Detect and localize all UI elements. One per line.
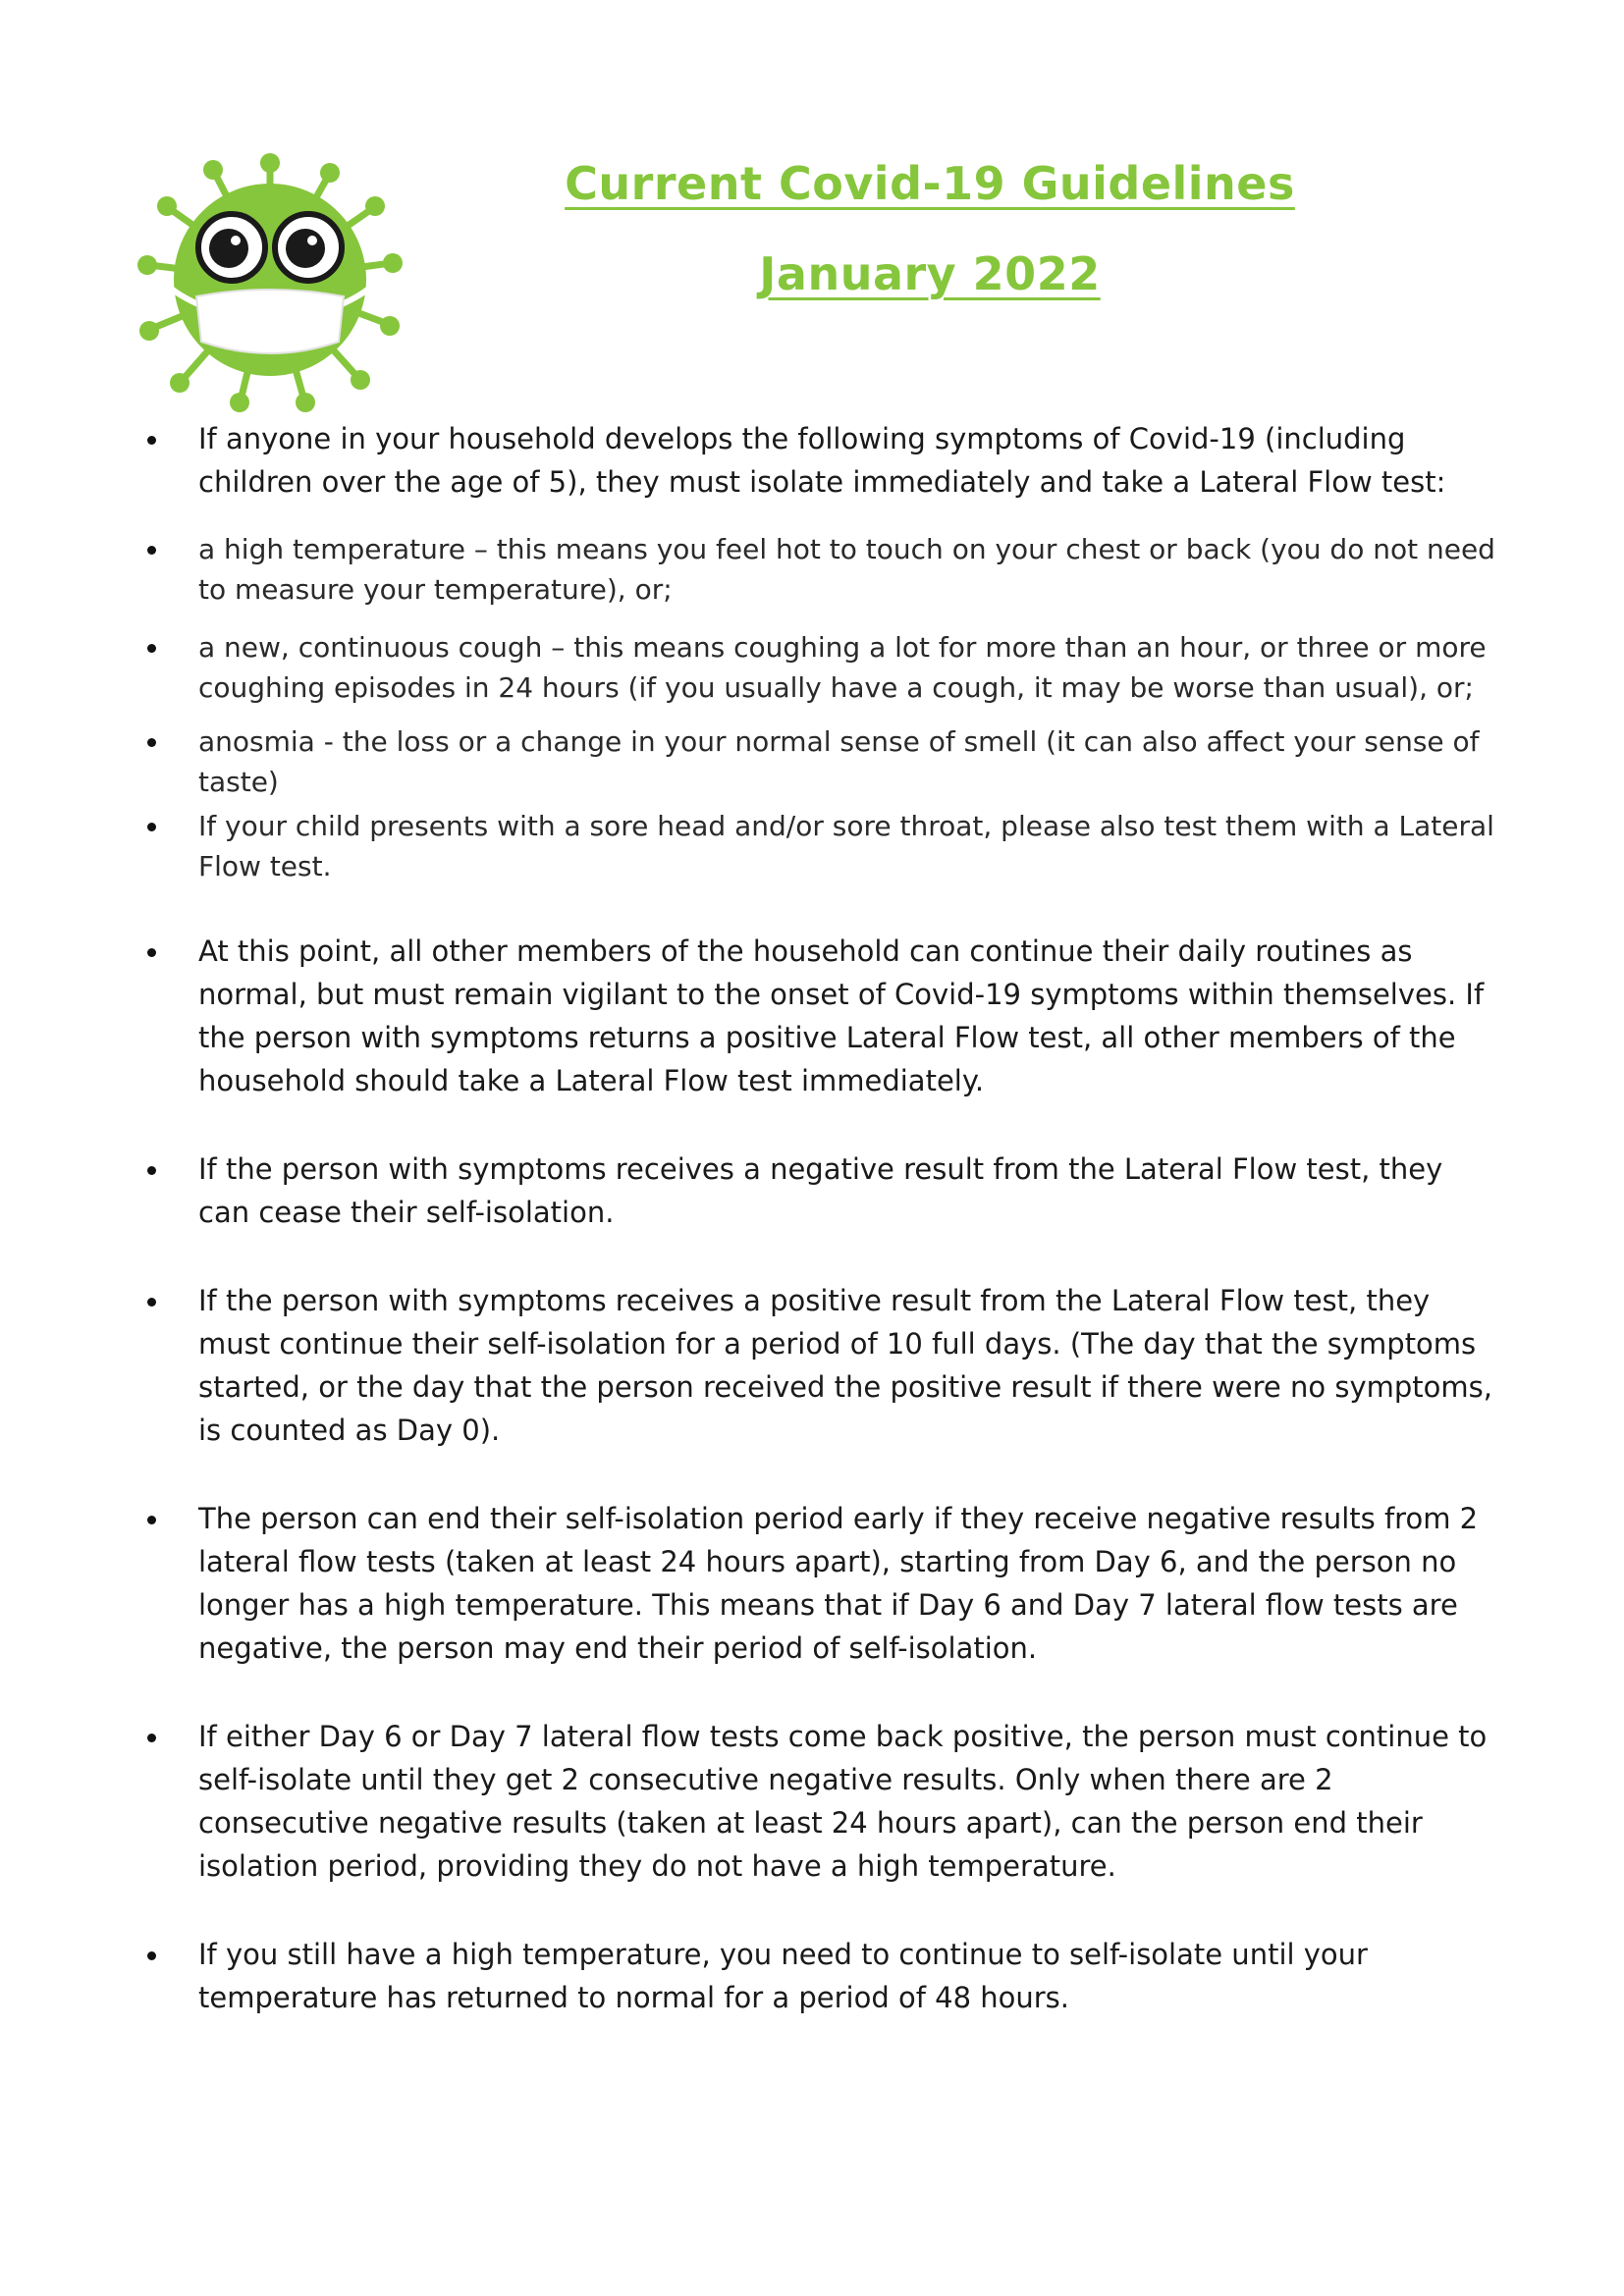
- list-item: [147, 417, 1502, 504]
- bullet-icon: [147, 1166, 156, 1175]
- list-item-text: At this point, all other members of the household can continue their daily routines as normal, but must remain vigilant to the onset of Covid-19 symptoms within themselves. If the person with symptoms returns a positive Lateral Flow test, all other members of the household should take a Lateral Flow test immediately.: [198, 934, 1485, 1097]
- bullet-icon: [147, 1516, 156, 1524]
- document-date: January 2022: [759, 247, 1101, 300]
- list-item-text: The person can end their self-isolation period early if they receive negative results from 2 lateral flow tests (taken at least 24 hours apart), starting from Day 6, and the person no longer has a high temperature. This means that if Day 6 and Day 7 lateral flow tests are negative, the person may end their period of self-isolation.: [198, 1502, 1479, 1665]
- list-item: [147, 1148, 1502, 1234]
- list-item-text: a high temperature – this means you feel hot to touch on your chest or back (you do not need to measure your temperature), or;: [198, 533, 1495, 606]
- bullet-icon: [147, 644, 156, 653]
- document-title: Current Covid-19 Guidelines: [565, 157, 1295, 210]
- list-item: [147, 1279, 1502, 1452]
- bullet-icon: [147, 1298, 156, 1307]
- bullet-icon: [147, 823, 156, 831]
- list-item: [147, 627, 1502, 708]
- list-item: [147, 529, 1502, 610]
- list-item: [147, 806, 1502, 886]
- bullet-icon: [147, 1951, 156, 1960]
- list-item: [147, 721, 1502, 802]
- list-item-text: a new, continuous cough – this means coughing a lot for more than an hour, or three or more coughing episodes in 24 hours (if you usually have a cough, it may be worse than usual), or;: [198, 631, 1487, 704]
- list-item-text: If the person with symptoms receives a negative result from the Lateral Flow test, they can cease their self-isolation.: [198, 1152, 1443, 1229]
- list-item-text: If either Day 6 or Day 7 lateral flow tests come back positive, the person must continue to self-isolate until they get 2 consecutive negative results. Only when there are 2 consecutive negative results (taken at least 24 hours apart), can the person end their isolation period, providing they do not have a high temperature.: [198, 1720, 1488, 1883]
- bullet-icon: [147, 948, 156, 957]
- list-item: [147, 1715, 1502, 1888]
- list-item-text: anosmia - the loss or a change in your normal sense of smell (it can also affect your sense of taste): [198, 725, 1480, 798]
- bullet-icon: [147, 436, 156, 445]
- bullet-icon: [147, 738, 156, 747]
- guidelines-list: [147, 417, 1502, 2019]
- list-item: [147, 930, 1502, 1102]
- bullet-icon: [147, 546, 156, 555]
- list-item: [147, 1933, 1502, 2019]
- list-item-text: If the person with symptoms receives a positive result from the Lateral Flow test, they must continue their self-isolation for a period of 10 full days. (The day that the symptoms started, or the day that the person received the positive result if there were no symptoms, is counted as Day 0).: [198, 1284, 1492, 1447]
- list-item: [147, 1497, 1502, 1670]
- list-item-text: If anyone in your household develops the following symptoms of Covid-19 (including children over the age of 5), they must isolate immediately and take a Lateral Flow test:: [198, 422, 1446, 499]
- list-item-text: If your child presents with a sore head and/or sore throat, please also test them with a Lateral Flow test.: [198, 810, 1494, 882]
- bullet-icon: [147, 1734, 156, 1742]
- list-item-text: If you still have a high temperature, you need to continue to self-isolate until your temperature has returned to normal for a period of 48 hours.: [198, 1938, 1368, 2014]
